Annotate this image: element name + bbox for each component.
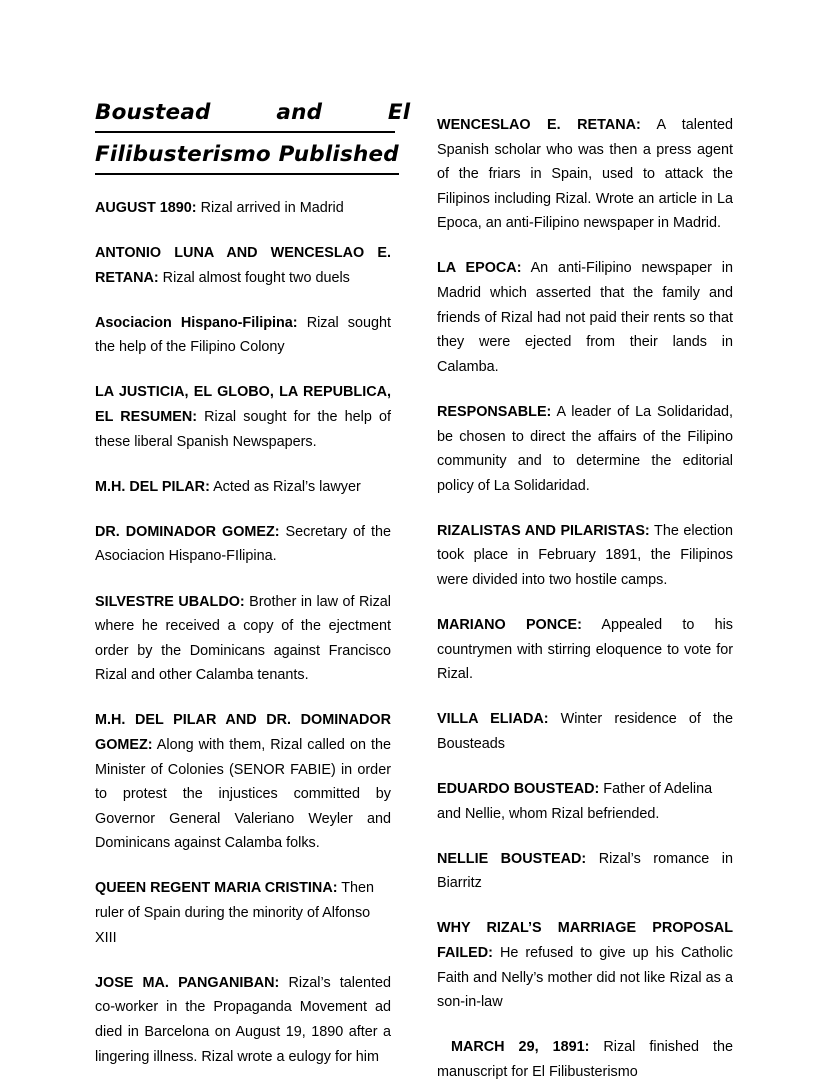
- title-line-2: Filibusterismo Published: [95, 138, 399, 175]
- entry-description: Brother in law of Rizal where he received a copy of the ejectment order by the Dominicans against Francisco Rizal and other Calamba tenants.: [95, 593, 391, 684]
- entry-left-8: [95, 876, 391, 950]
- entry-term: M.H. DEL PILAR AND DR. DOMINADOR GOMEZ:: [95, 712, 391, 753]
- entry-right-4: [437, 613, 733, 687]
- entry-description: Rizal arrived in Madrid: [196, 200, 344, 216]
- entry-right-5: [437, 707, 733, 756]
- left-column: [95, 196, 391, 1069]
- document-title: [95, 96, 411, 180]
- entry-term: JOSE MA. PANGANIBAN:: [95, 974, 280, 991]
- entry-right-3: [437, 519, 733, 593]
- entry-right-8: [437, 916, 733, 1014]
- entry-left-5: [95, 520, 391, 569]
- entry-left-7: [95, 708, 391, 856]
- entry-description: Rizal’s talented co-worker in the Propaganda Movement ad died in Barcelona on August 19, 1890 after a lingering illness. Rizal wrote a eulogy for him: [95, 974, 392, 1065]
- entry-left-3: [95, 380, 391, 454]
- entry-term: RIZALISTAS AND PILARISTAS:: [437, 522, 650, 539]
- entry-term: NELLIE BOUSTEAD:: [437, 850, 587, 867]
- entry-right-7: [437, 847, 733, 896]
- entry-term: Asociacion Hispano-Filipina:: [95, 314, 298, 331]
- entry-term: RESPONSABLE:: [437, 403, 552, 420]
- entry-description: An anti-Filipino newspaper in Madrid which asserted that the family and friends of Rizal had not paid their rents so that they were ejected from their lands in Calamba.: [437, 260, 733, 375]
- entry-term: AUGUST 1890:: [95, 200, 197, 216]
- entry-left-0: [95, 196, 391, 221]
- entry-description: Rizal almost fought two duels: [158, 269, 350, 286]
- entry-term: MARCH 29, 1891:: [451, 1039, 590, 1056]
- entry-right-9: [437, 1035, 733, 1084]
- entry-description: Along with them, Rizal called on the Minister of Colonies (SENOR FABIE) in order to protest the injustices committed by Governor General Valeriano Weyler and Dominicans against Calamba folks.: [95, 737, 391, 852]
- entry-term: LA EPOCA:: [437, 260, 522, 277]
- entry-term: VILLA ELIADA:: [437, 711, 549, 728]
- entry-description: A leader of La Solidaridad, be chosen to direct the affairs of the Filipino community and to determine the editorial policy of La Solidaridad.: [437, 403, 733, 494]
- entry-term: LA JUSTICIA, EL GLOBO, LA REPUBLICA, EL RESUMEN:: [95, 384, 391, 426]
- entry-left-4: [95, 475, 391, 500]
- entry-description: Then ruler of Spain during the minority of Alfonso XIII: [95, 880, 375, 946]
- entry-left-2: [95, 311, 391, 360]
- title-line-1: [95, 96, 411, 133]
- entry-term: MARIANO PONCE:: [437, 617, 582, 634]
- entry-description: Rizal’s romance in Biarritz: [437, 850, 733, 892]
- entry-description: Appealed to his countrymen with stirring eloquence to vote for Rizal.: [437, 617, 733, 683]
- entry-right-1: [437, 256, 733, 379]
- right-column: [437, 113, 733, 1085]
- entry-description: A talented Spanish scholar who was then a press agent of the friars in Spain, used to attack the Filipinos including Rizal. Wrote an article in La Epoca, an anti-Filipino newspaper in Madrid.: [437, 117, 733, 232]
- title-word-3: El: [387, 100, 411, 125]
- entry-left-6: [95, 590, 391, 688]
- entry-right-6: [437, 777, 733, 826]
- entry-description: Acted as Rizal’s lawyer: [209, 478, 361, 495]
- title-word-1: Boustead: [95, 100, 211, 125]
- entry-left-9: [95, 971, 391, 1069]
- entry-term: ANTONIO LUNA AND WENCESLAO E. RETANA:: [95, 245, 391, 286]
- entry-right-2: [437, 400, 733, 498]
- entry-description: Secretary of the Asociacion Hispano-FIlipina.: [95, 523, 392, 565]
- entry-description: Winter residence of the Bousteads: [437, 711, 733, 752]
- entry-term: QUEEN REGENT MARIA CRISTINA:: [95, 880, 338, 897]
- entry-description: He refused to give up his Catholic Faith and Nelly’s mother did not like Rizal as a son-in-law: [437, 945, 733, 1011]
- entry-right-0: [437, 113, 733, 236]
- entry-description: Rizal finished the manuscript for El Filibusterismo: [437, 1039, 733, 1080]
- entry-left-1: [95, 241, 391, 290]
- entry-description: The election took place in February 1891, the Filipinos were divided into two hostile camps.: [437, 522, 733, 588]
- entry-description: Rizal sought for the help of these liberal Spanish Newspapers.: [95, 409, 391, 450]
- entry-term: WHY RIZAL’S MARRIAGE PROPOSAL FAILED:: [437, 920, 733, 962]
- entry-description: Father of Adelina and Nellie, whom Rizal befriended.: [437, 781, 713, 822]
- entry-term: SILVESTRE UBALDO:: [95, 593, 245, 610]
- entry-term: M.H. DEL PILAR:: [95, 478, 210, 495]
- title-word-2: and: [276, 100, 323, 125]
- entry-description: Rizal sought the help of the Filipino Colony: [95, 314, 391, 356]
- entry-term: EDUARDO BOUSTEAD:: [437, 781, 600, 798]
- entry-term: DR. DOMINADOR GOMEZ:: [95, 523, 280, 540]
- entry-term: WENCESLAO E. RETANA:: [437, 117, 641, 133]
